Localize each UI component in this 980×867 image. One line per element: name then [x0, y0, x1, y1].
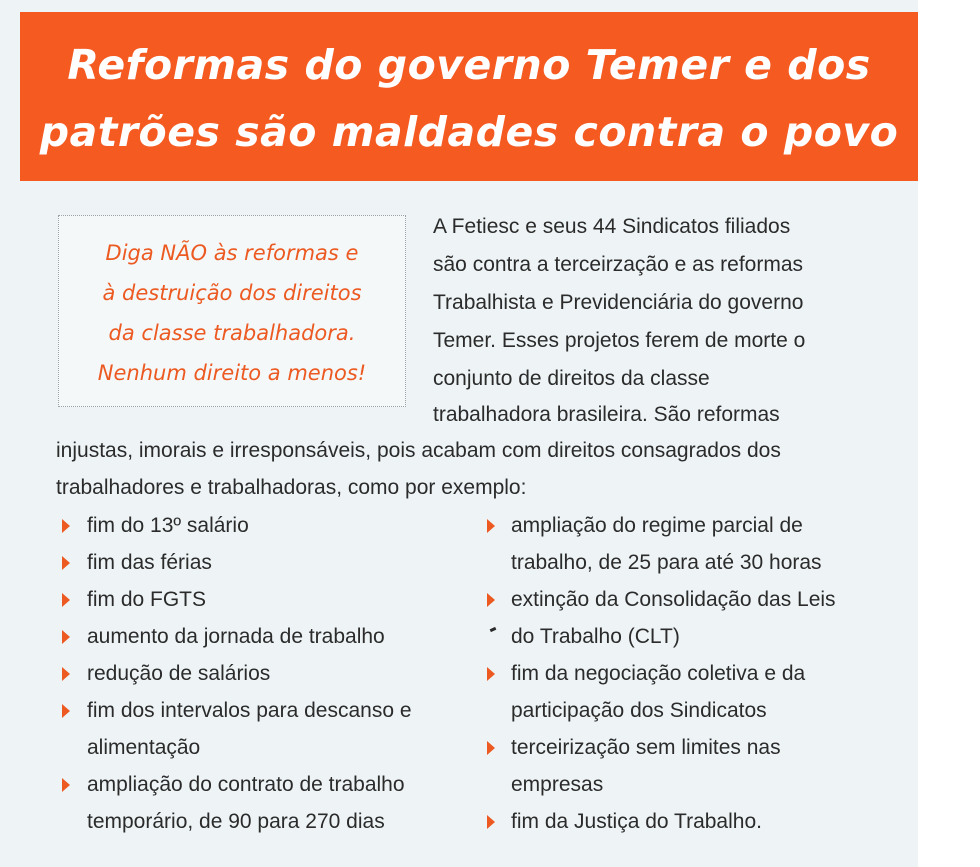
triangle-right-icon: [62, 778, 70, 792]
intro-line: Temer. Esses projetos ferem de morte o: [433, 329, 806, 352]
intro-line: A Fetiesc e seus 44 Sindicatos filiados: [433, 215, 791, 238]
slogan-line: Diga NÃO às reformas e: [105, 241, 359, 265]
intro-line: trabalhadores e trabalhadoras, como por exemplo:: [56, 476, 527, 499]
list-item-text: do Trabalho (CLT): [511, 625, 680, 648]
list-item-text: fim da Justiça do Trabalho.: [511, 810, 762, 833]
triangle-right-icon: [487, 741, 495, 755]
intro-line: são contra a terceirzação e as reformas: [433, 253, 804, 276]
list-item-text: fim da negociação coletiva e da: [511, 662, 806, 685]
list-item-text: fim das férias: [87, 551, 212, 574]
list-item-text: aumento da jornada de trabalho: [87, 625, 385, 648]
list-item-text: terceirização sem limites nas: [511, 736, 781, 759]
triangle-right-icon: [62, 704, 70, 718]
intro-line: injustas, imorais e irresponsáveis, pois acabam com direitos consagrados dos: [56, 439, 781, 462]
flyer-title: [20, 32, 918, 166]
slogan-line: à destruição dos direitos: [102, 281, 362, 305]
list-item-text: extinção da Consolidação das Leis: [511, 588, 836, 611]
triangle-right-icon: [62, 667, 70, 681]
intro-line: Trabalhista e Previdenciária do governo: [433, 291, 804, 314]
list-item-text: participação dos Sindicatos: [511, 699, 767, 722]
page-margin: [918, 0, 980, 867]
triangle-right-icon: [487, 519, 495, 533]
list-item-text: empresas: [511, 773, 604, 796]
title-banner: [20, 12, 918, 181]
slogan-line: Nenhum direito a menos!: [97, 361, 367, 385]
list-item-text: ampliação do contrato de trabalho: [87, 773, 405, 796]
triangle-right-icon: [487, 593, 495, 607]
slogan-box: [58, 215, 406, 407]
triangle-right-icon: [62, 593, 70, 607]
title-line: patrões são maldades contra o povo: [39, 108, 899, 156]
list-item-text: ampliação do regime parcial de: [511, 514, 803, 537]
slogan-line: da classe trabalhadora.: [108, 321, 356, 345]
triangle-right-icon: [487, 815, 495, 829]
list-item-text: trabalho, de 25 para até 30 horas: [511, 551, 822, 574]
list-item-text: alimentação: [87, 736, 201, 759]
title-line: Reformas do governo Temer e dos: [67, 41, 871, 89]
intro-line: trabalhadora brasileira. São reformas: [433, 403, 780, 426]
list-item-text: temporário, de 90 para 270 dias: [87, 810, 385, 833]
list-item-text: fim do 13º salário: [87, 514, 249, 537]
triangle-right-icon: [62, 556, 70, 570]
list-item-text: fim dos intervalos para descanso e: [87, 699, 412, 722]
triangle-right-icon: [487, 667, 495, 681]
triangle-right-icon: [62, 519, 70, 533]
list-item-text: fim do FGTS: [87, 588, 207, 611]
intro-line: conjunto de direitos da classe: [433, 367, 710, 390]
list-item-text: redução de salários: [87, 662, 271, 685]
triangle-right-icon: [62, 630, 70, 644]
